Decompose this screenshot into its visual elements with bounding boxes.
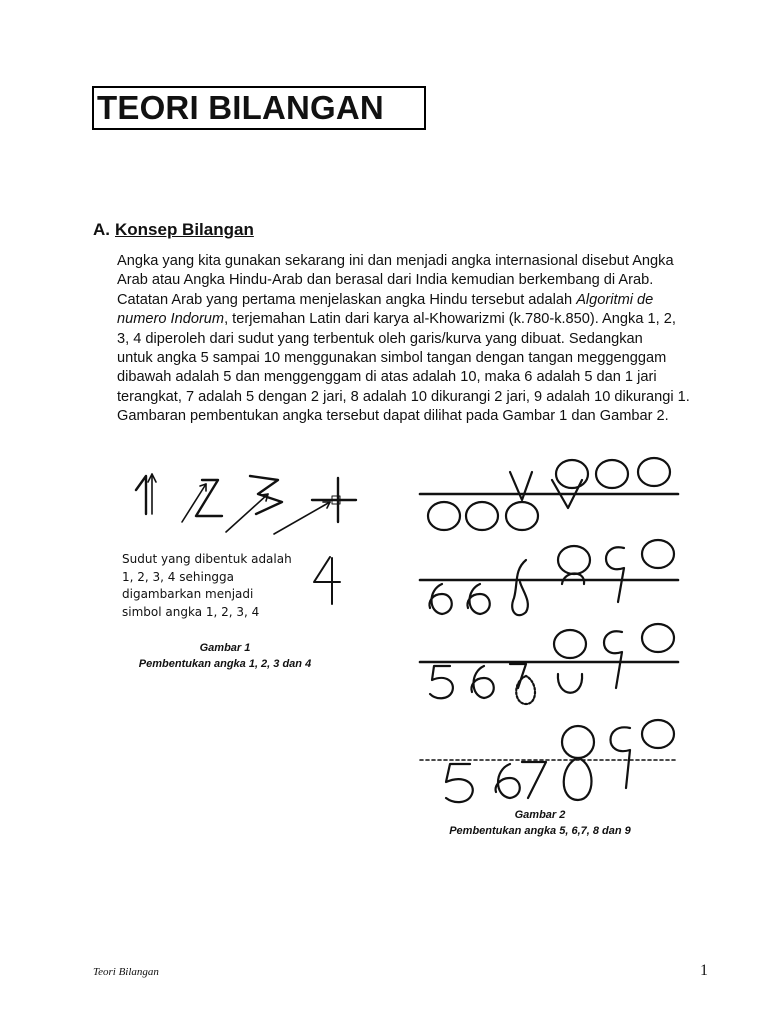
row-1-circle: [556, 460, 588, 488]
annotation-line: digambarkan menjadi: [122, 587, 254, 602]
section-title: Konsep Bilangan: [115, 220, 254, 239]
row-3-arc: [558, 674, 582, 693]
row-4-circle: [562, 726, 594, 758]
row-1-circle: [506, 502, 538, 530]
digit-4-arrow: [274, 502, 330, 534]
caption-text: Pembentukan angka 5, 6,7, 8 dan 9: [449, 824, 631, 837]
symbol-4-stroke-a: [314, 557, 340, 582]
row-4-seven: [522, 762, 546, 798]
paragraph-italic-text: numero Indorum: [117, 311, 225, 328]
page-number: 1: [700, 962, 708, 979]
row-2-circle: [642, 540, 674, 568]
paragraph-text: Angka yang kita gunakan sekarang ini dan menjadi angka internasional disebut Angka: [117, 253, 674, 269]
paragraph-italic-text: Algoritmi de: [576, 291, 654, 308]
document-title: TEORI BILANGAN: [92, 86, 426, 130]
paragraph-text: dibawah adalah 5 dan menggenggam di atas adalah 10, maka 6 adalah 5 dan 1 jari: [117, 369, 657, 386]
row-1-circle: [466, 502, 498, 530]
section-heading: [93, 220, 254, 240]
paragraph-line: [117, 330, 742, 349]
paragraph-line: [117, 407, 742, 426]
annotation-line: 1, 2, 3, 4 sehingga: [122, 569, 235, 584]
paragraph-text: Catatan Arab yang pertama menjelaskan angka Hindu tersebut adalah: [117, 291, 577, 308]
figure-2-drawing: [414, 452, 686, 812]
section-marker: A.: [93, 220, 110, 239]
paragraph-line: [117, 368, 742, 387]
paragraph-line: [117, 388, 742, 407]
paragraph-text: terangkat, 7 adalah 5 dengan 2 jari, 8 adalah 10 dikurangi 2 jari, 9 adalah 10 dikurangi 1.: [117, 388, 690, 405]
row-4-eight-bottom: [564, 758, 592, 800]
row-4-circle: [642, 720, 674, 748]
paragraph-line: [117, 310, 742, 329]
row-3-nine: [604, 631, 622, 688]
paragraph-text: Gambaran pembentukan angka tersebut dapat dilihat pada Gambar 1 dan Gambar 2.: [117, 408, 669, 425]
annotation-line: Sudut yang dibentuk adalah: [122, 552, 292, 566]
paragraph-line: [117, 271, 742, 290]
row-3-circle: [642, 624, 674, 652]
row-2-loop: [512, 560, 528, 615]
row-2-six: [468, 584, 490, 614]
row-3-circle: [554, 630, 586, 658]
row-2-nine: [606, 547, 624, 602]
paragraph-text: untuk angka 5 sampai 10 menggunakan simbol tangan dengan tangan meggenggam: [117, 350, 667, 367]
row-1-circle: [638, 458, 670, 486]
paragraph-text: 3, 4 diperoleh dari sudut yang terbentuk oleh garis/kurva yang dibuat. Sedangkan: [117, 330, 643, 347]
paragraph-line: [117, 349, 742, 368]
row-1-v: [510, 472, 532, 500]
paragraph-line: [117, 252, 742, 271]
caption-label: Gambar 2: [514, 809, 566, 821]
figure-1: [118, 462, 368, 632]
row-1-circle: [596, 460, 628, 488]
row-1-circle: [428, 502, 460, 530]
paragraph-text: , terjemahan Latin dari karya al-Khowarizmi (k.780-k.850). Angka 1, 2,: [224, 311, 676, 328]
annotation-line: simbol angka 1, 2, 3, 4: [122, 604, 260, 619]
row-3-six: [472, 666, 494, 698]
row-4-five: [446, 764, 473, 802]
digit-1-stroke: [136, 476, 146, 514]
paragraph-line: [117, 291, 742, 310]
row-3-loop: [516, 676, 535, 704]
figure-1-annotation: [122, 551, 302, 621]
figure-1-caption: [110, 641, 340, 672]
figure-2-caption: [420, 808, 660, 839]
body-paragraph: [117, 252, 742, 427]
row-4-six: [496, 764, 520, 798]
paragraph-text: Arab atau Angka Hindu-Arab dan berasal dari India kemudian berkembang di Arab.: [117, 272, 654, 289]
row-2-six: [430, 584, 452, 614]
row-4-nine: [611, 727, 631, 788]
row-2-circle: [558, 546, 590, 574]
digit-3-arrow: [226, 494, 268, 532]
row-3-five: [430, 666, 453, 698]
caption-label: Gambar 1: [199, 642, 251, 654]
caption-text: Pembentukan angka 1, 2, 3 dan 4: [138, 657, 312, 670]
footer-title: Teori Bilangan: [93, 966, 159, 978]
